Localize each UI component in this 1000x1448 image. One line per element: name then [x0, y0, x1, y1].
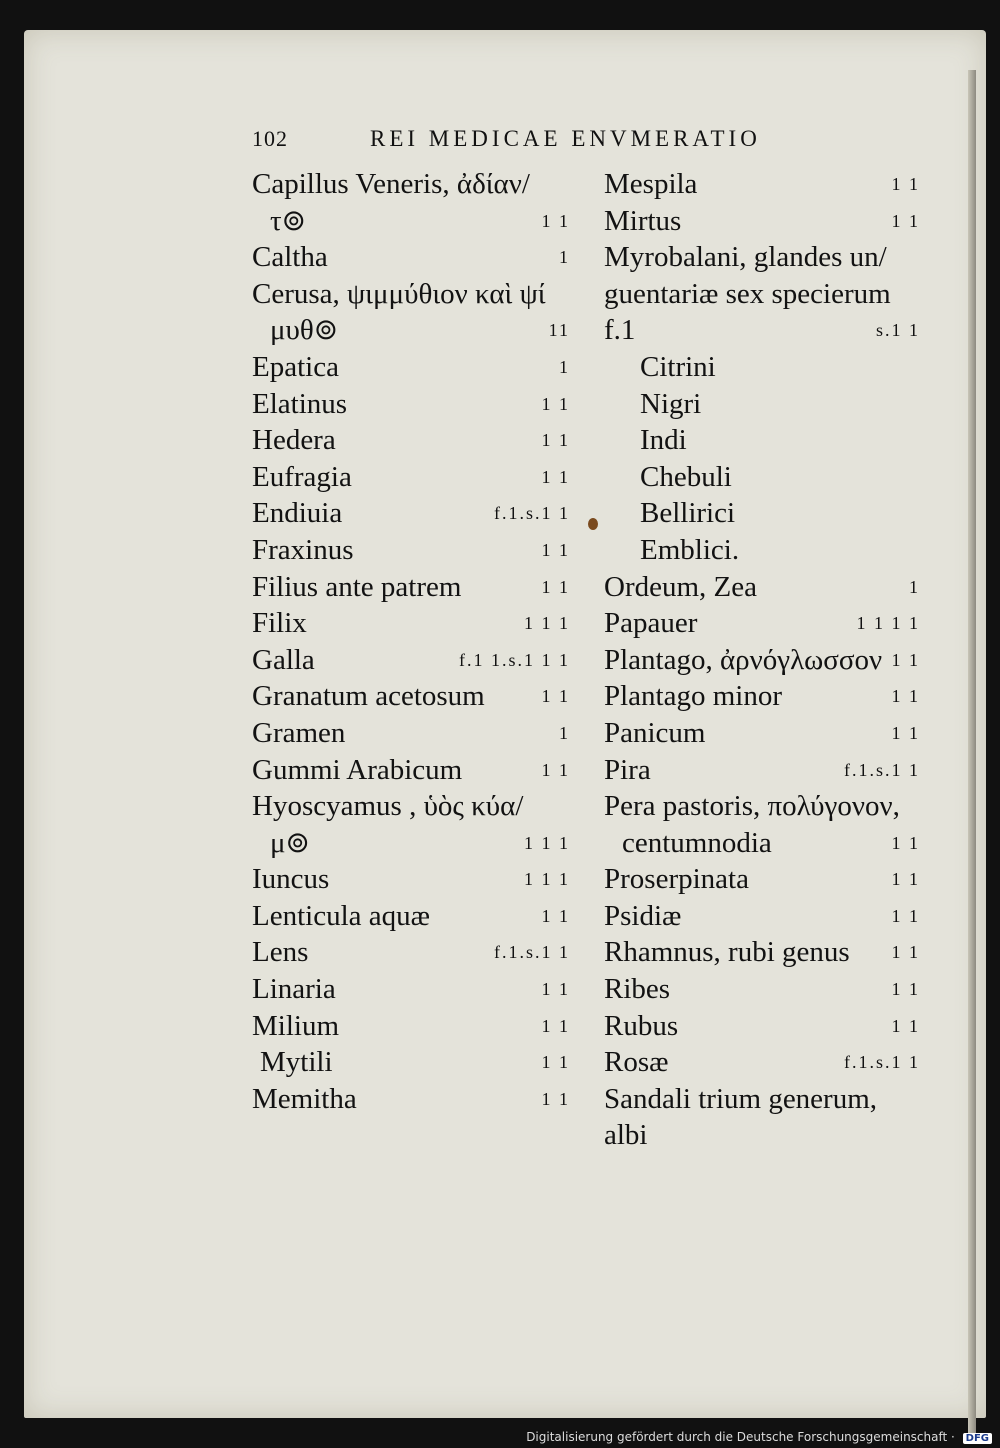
entry-name: Citrini	[640, 350, 716, 383]
entry-value: 1	[559, 722, 570, 743]
index-entry	[604, 349, 922, 386]
index-entry	[252, 898, 572, 935]
entry-value: 1 1	[541, 1015, 570, 1036]
entry-name: Epatica	[252, 350, 339, 383]
entry-name: Milium	[252, 1009, 340, 1042]
index-entry	[604, 239, 922, 276]
entry-name: Lenticula aquæ	[252, 899, 430, 932]
entry-name: Pera pastoris, πολύγονον,	[604, 790, 900, 823]
index-entry	[604, 678, 922, 715]
entry-name: Mespila	[604, 168, 698, 200]
entry-value: f.1.s.1 1	[494, 503, 570, 524]
entry-name: Bellirici	[640, 497, 736, 530]
entry-name: Plantago minor	[604, 680, 783, 713]
entry-name: Hyoscyamus , ὑὸς κύα/	[252, 790, 524, 823]
entry-name: Ribes	[604, 973, 671, 1006]
entry-name: Linaria	[252, 973, 336, 1006]
entry-name: Rhamnus, rubi genus	[604, 936, 850, 969]
entry-value: 1 1 1 1	[856, 613, 920, 634]
index-entry	[604, 1008, 922, 1045]
entry-name: Lens	[252, 936, 309, 969]
entry-value: 1 1	[541, 539, 570, 560]
footer-credit: Digitalisierung gefördert durch die Deutsche Forschungsgemeinschaft ·	[526, 1430, 955, 1444]
entry-value: 1 1	[891, 942, 920, 963]
index-entry	[252, 678, 572, 715]
entry-name: Emblici.	[640, 533, 740, 566]
index-entry	[604, 569, 922, 606]
index-entry	[252, 1008, 572, 1045]
entry-name: Proserpinata	[604, 863, 749, 896]
index-entry	[252, 495, 572, 532]
index-entry	[252, 788, 572, 825]
entry-name: centumnodia	[622, 826, 772, 859]
entry-name: Caltha	[252, 241, 328, 274]
entry-name: Endiuia	[252, 497, 343, 530]
index-entry	[252, 1044, 572, 1081]
entry-value: 1 1	[541, 905, 570, 926]
index-entry	[604, 203, 922, 240]
entry-name: f.1	[604, 314, 636, 347]
entry-name: μυθ⊚	[270, 314, 339, 347]
entry-value: 1 1	[541, 466, 570, 487]
entry-name: Papauer	[604, 607, 698, 640]
entry-value: 1	[559, 356, 570, 377]
index-entry	[252, 386, 572, 423]
index-entry	[604, 1044, 922, 1081]
entry-name: Memitha	[252, 1082, 357, 1115]
entry-value: f.1.s.1 1	[844, 759, 920, 780]
index-entry	[252, 1081, 572, 1118]
entry-value: 1 1	[891, 905, 920, 926]
entry-name: τ⊚	[270, 204, 306, 237]
entry-value: 1 1	[891, 686, 920, 707]
entry-value: 1 1	[891, 649, 920, 670]
entry-name: Psidiæ	[604, 899, 682, 932]
entry-name: Hedera	[252, 424, 336, 457]
index-entry	[252, 532, 572, 569]
entry-value: f.1 1.s.1 1 1	[459, 649, 570, 670]
entry-name: Ordeum, Zea	[604, 570, 757, 603]
index-entry	[604, 898, 922, 935]
entry-name: μ⊚	[270, 826, 310, 859]
entry-value: 1 1	[541, 1088, 570, 1109]
entry-name: Gummi Arabicum	[252, 753, 463, 786]
index-entry	[604, 971, 922, 1008]
entry-name: Gramen	[252, 716, 346, 749]
index-entry	[252, 422, 572, 459]
index-entry	[604, 495, 922, 532]
index-entry	[252, 715, 572, 752]
entry-name: Myrobalani, glandes un/	[604, 241, 887, 274]
index-entry	[604, 312, 922, 349]
entry-name: Sandali trium generum,	[604, 1082, 878, 1115]
entry-name: Panicum	[604, 716, 706, 749]
index-entry	[604, 1117, 922, 1154]
entry-name: Iuncus	[252, 863, 330, 896]
entry-value: 1 1	[891, 1015, 920, 1036]
index-entry	[252, 166, 572, 203]
entry-value: 1 1 1	[524, 869, 570, 890]
index-entry	[604, 934, 922, 971]
entry-value: s.1 1	[875, 320, 920, 341]
entry-name: Chebuli	[640, 460, 732, 493]
entry-value: 1 1	[541, 759, 570, 780]
entry-value: 1 1 1	[524, 613, 570, 634]
index-entry	[252, 861, 572, 898]
page-header	[252, 126, 932, 160]
index-entry	[604, 788, 922, 825]
entry-name: Mirtus	[604, 204, 682, 237]
entry-value: 1 1	[541, 393, 570, 414]
index-entry	[604, 276, 922, 313]
index-entry	[252, 459, 572, 496]
index-entry	[252, 825, 572, 862]
entry-value: f.1.s.1 1	[844, 1052, 920, 1073]
entry-value: 1	[559, 247, 570, 268]
entry-value: 1 1	[891, 979, 920, 1000]
entry-value: f.1.s.1 1	[494, 942, 570, 963]
entry-name: Capillus Veneris, ἀδίαν/	[252, 168, 530, 200]
entry-value: 1 1	[541, 210, 570, 231]
entry-name: Eufragia	[252, 460, 352, 493]
index-entry	[252, 239, 572, 276]
index-entry	[604, 752, 922, 789]
ink-stain	[588, 518, 598, 530]
index-entry	[252, 203, 572, 240]
index-entry	[604, 532, 922, 569]
entry-name: Rosæ	[604, 1046, 669, 1079]
entry-value: 1 1	[891, 832, 920, 853]
index-entry	[252, 605, 572, 642]
entry-value: 1 1	[541, 979, 570, 1000]
index-entry	[604, 715, 922, 752]
entry-name: Mytili	[260, 1046, 333, 1079]
index-entry	[604, 422, 922, 459]
index-entry	[604, 166, 922, 203]
entry-name: Fraxinus	[252, 533, 354, 566]
entry-name: albi	[604, 1119, 648, 1152]
index-entry	[252, 934, 572, 971]
left-column	[252, 166, 572, 1117]
entry-value: 1 1	[891, 722, 920, 743]
entry-name: Indi	[640, 424, 687, 457]
entry-value: 1 1	[541, 576, 570, 597]
entry-name: Filix	[252, 607, 307, 640]
index-entry	[604, 861, 922, 898]
dfg-logo: DFG	[963, 1433, 992, 1444]
entry-value: 1 1 1	[524, 832, 570, 853]
index-entry	[604, 642, 922, 679]
entry-value: 1 1	[541, 686, 570, 707]
entry-name: Filius ante patrem	[252, 570, 462, 603]
entry-name: guentariæ sex specierum	[604, 277, 891, 310]
index-entry	[604, 1081, 922, 1118]
running-title: REI MEDICAE ENVMERATIO	[370, 126, 761, 151]
index-entry	[604, 605, 922, 642]
entry-value: 1 1	[541, 1052, 570, 1073]
index-entry	[604, 459, 922, 496]
entry-name: Elatinus	[252, 387, 348, 420]
page-edge	[968, 70, 976, 1440]
entry-value: 1 1	[891, 174, 920, 194]
index-entry	[252, 971, 572, 1008]
index-entry	[252, 569, 572, 606]
entry-value: 1	[909, 576, 920, 597]
folio-number: 102	[252, 126, 288, 151]
entry-value: 1 1	[541, 430, 570, 451]
entry-name: Cerusa, ψιμμύθιον καὶ ψί	[252, 277, 546, 310]
right-column	[604, 166, 922, 1154]
entry-name: Pira	[604, 753, 651, 786]
index-entry	[604, 825, 922, 862]
index-entry	[252, 276, 572, 313]
digitization-footer	[0, 1430, 1000, 1448]
entry-name: Granatum acetosum	[252, 680, 485, 713]
index-entry	[252, 349, 572, 386]
entry-value: 11	[548, 320, 570, 341]
index-entry	[252, 642, 572, 679]
entry-value: 1 1	[891, 210, 920, 231]
index-entry	[604, 386, 922, 423]
entry-value: 1 1	[891, 869, 920, 890]
index-entry	[252, 312, 572, 349]
entry-name: Rubus	[604, 1009, 679, 1042]
entry-name: Galla	[252, 643, 315, 676]
entry-name: Plantago, ἀρνόγλωσσον	[604, 643, 883, 676]
index-entry	[252, 752, 572, 789]
entry-name: Nigri	[640, 387, 702, 420]
